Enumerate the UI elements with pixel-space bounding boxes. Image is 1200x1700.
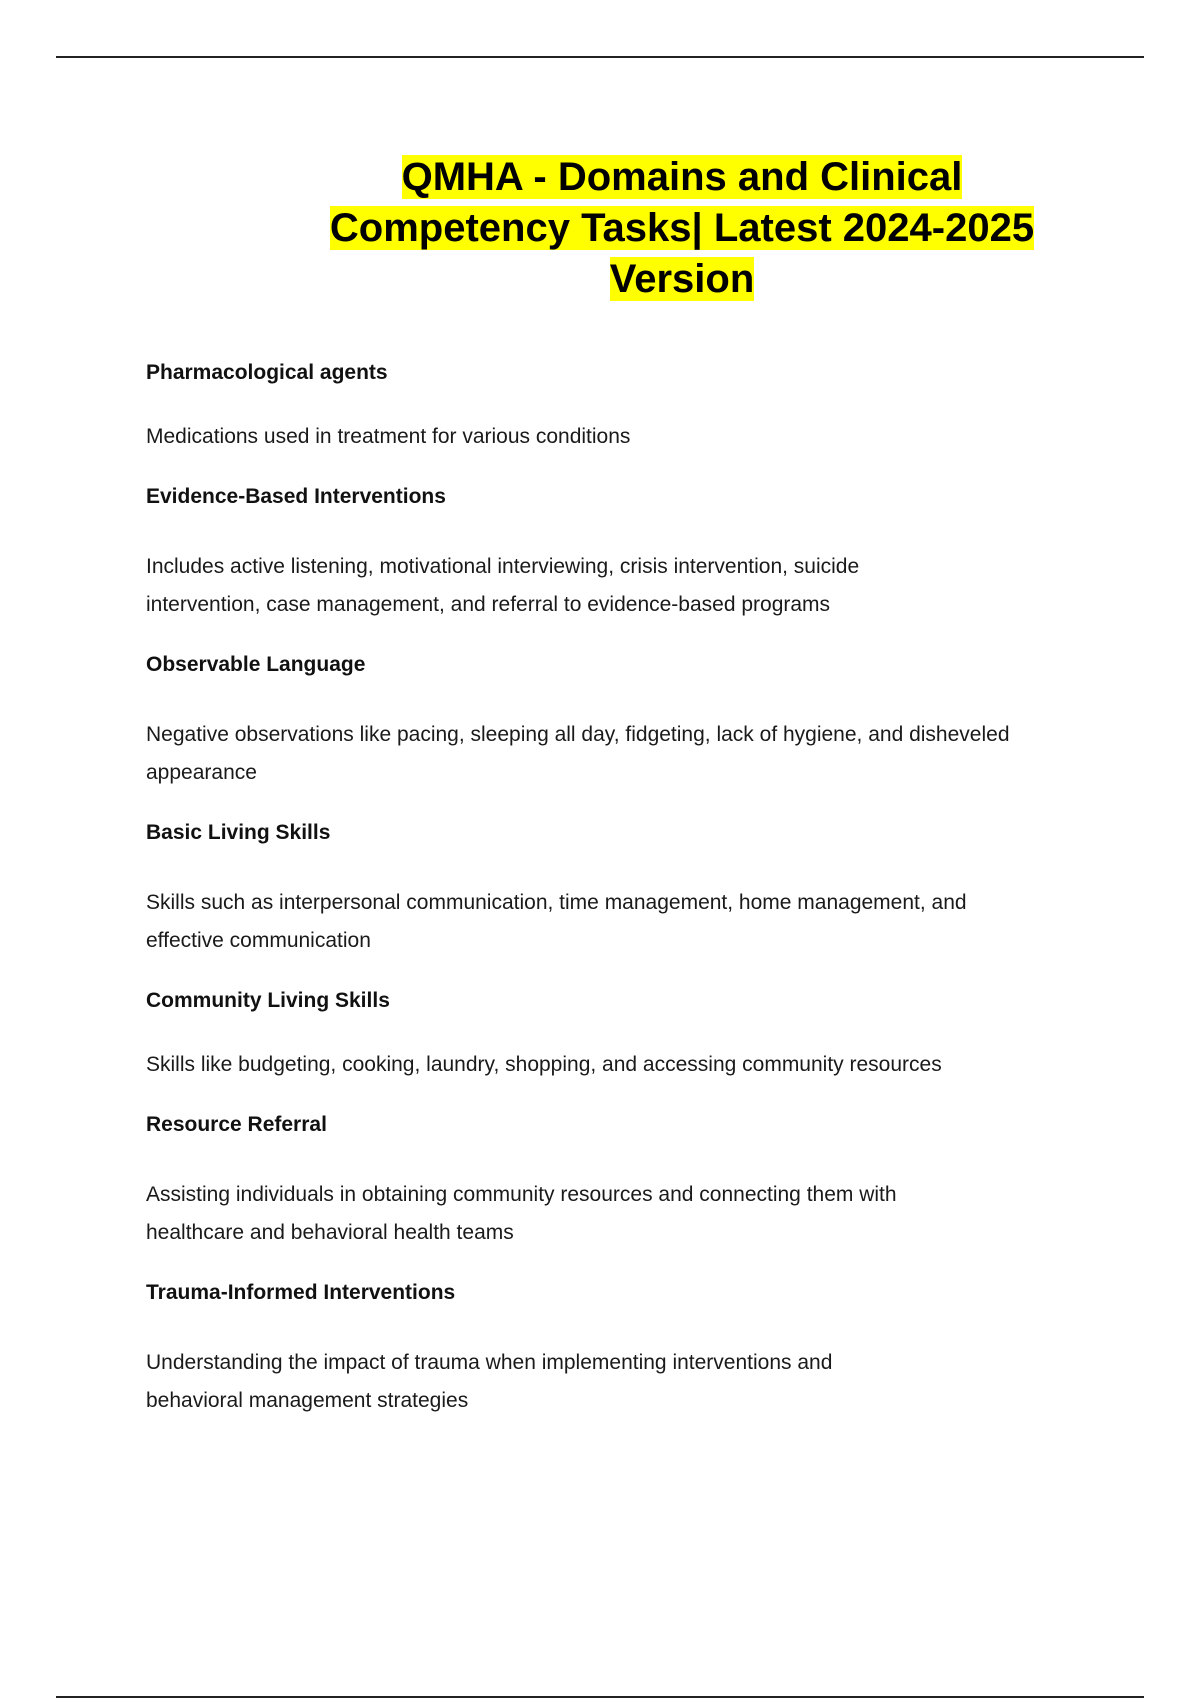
term-definition: Skills like budgeting, cooking, laundry, shopping, and accessing community resources	[146, 1053, 942, 1076]
term-definition: Negative observations like pacing, sleeping all day, fidgeting, lack of hygiene, and disheveled appearance	[146, 723, 1010, 784]
term-definition: Medications used in treatment for various conditions	[146, 425, 631, 448]
term-heading: Trauma-Informed Interventions	[146, 1281, 456, 1304]
footer-rule	[56, 1696, 1144, 1698]
term-heading: Observable Language	[146, 653, 366, 676]
term-definition: Includes active listening, motivational interviewing, crisis intervention, suicide intervention, case management, and referral to evidence-based programs	[146, 555, 860, 616]
term-heading: Resource Referral	[146, 1113, 327, 1136]
term-definition: Understanding the impact of trauma when implementing interventions and behavioral management strategies	[146, 1351, 833, 1412]
term-heading: Community Living Skills	[146, 989, 390, 1012]
glossary	[146, 358, 1066, 1420]
document-title: QMHA - Domains and Clinical Competency Tasks| Latest 2024-2025 Version	[329, 155, 1035, 301]
term-heading: Evidence-Based Interventions	[146, 485, 446, 508]
title-block	[0, 152, 1200, 305]
term-definition: Skills such as interpersonal communication, time management, home management, and effective communication	[146, 891, 967, 952]
header-rule	[56, 56, 1144, 58]
term-heading: Pharmacological agents	[146, 361, 388, 384]
term-definition: Assisting individuals in obtaining community resources and connecting them with healthcare and behavioral health teams	[146, 1183, 897, 1244]
term-heading: Basic Living Skills	[146, 821, 331, 844]
